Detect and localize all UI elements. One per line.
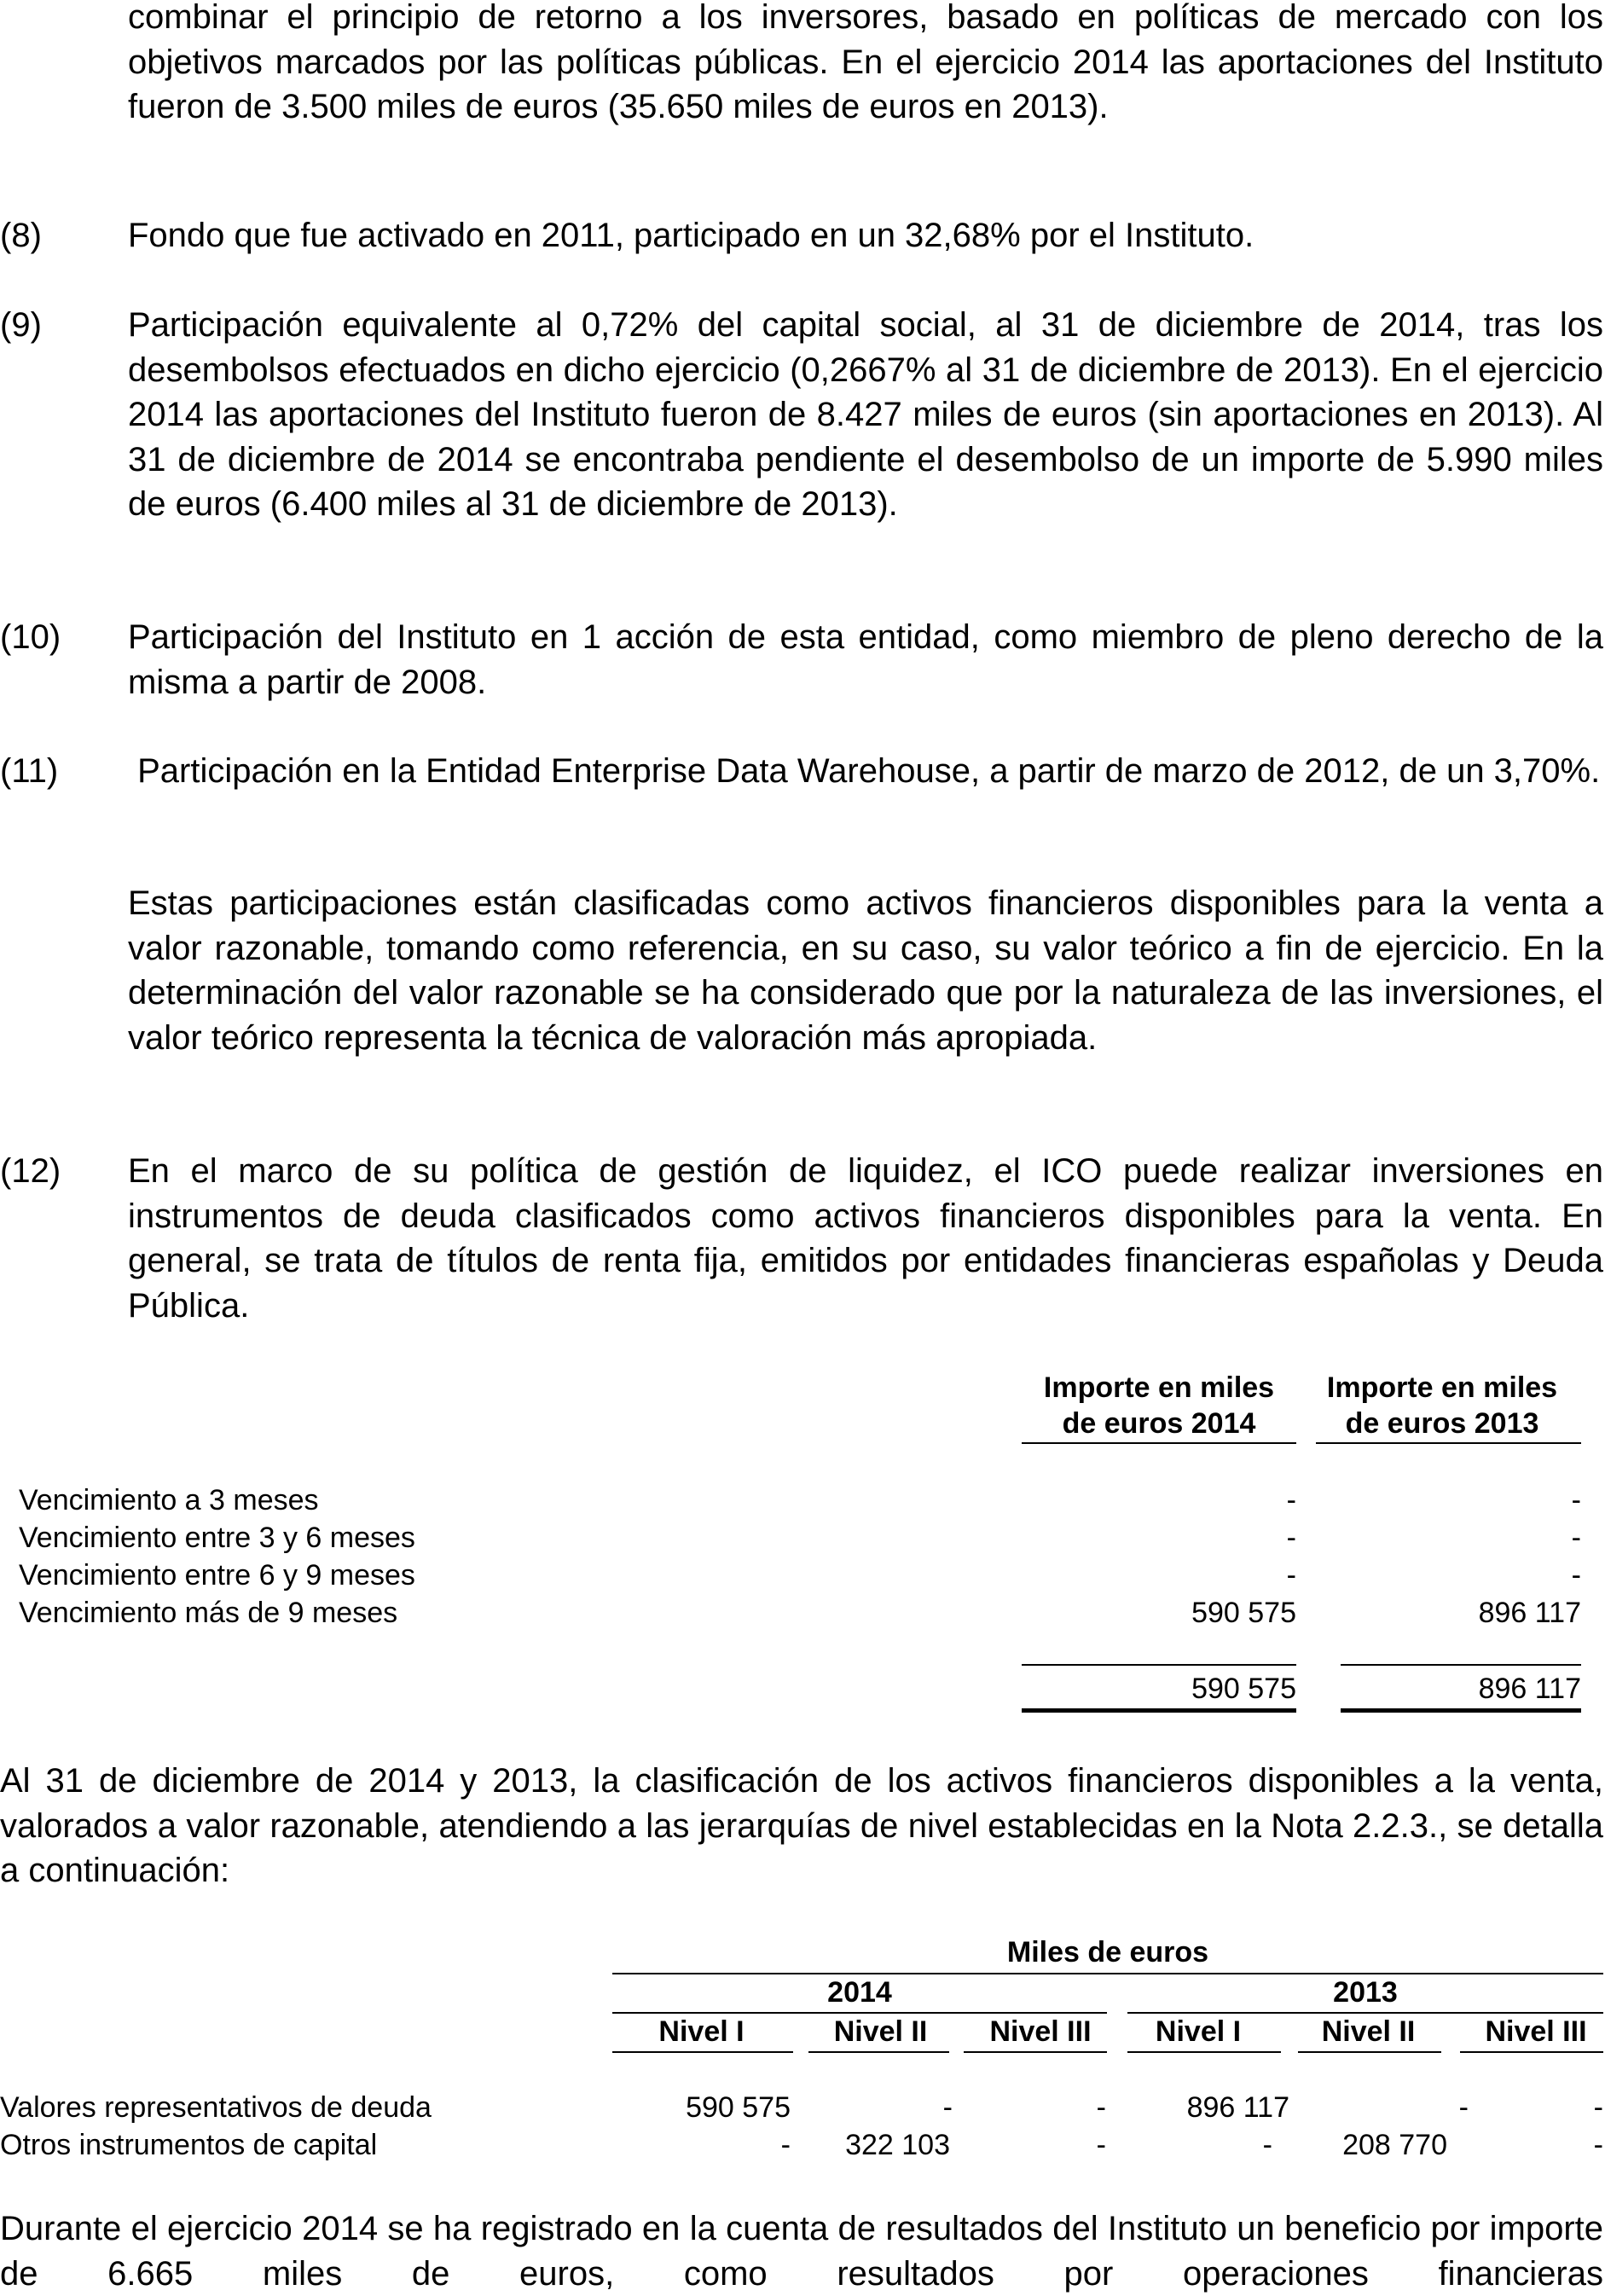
cell-value: 208 770 bbox=[1342, 2129, 1447, 2161]
level-header: Nivel I bbox=[658, 2015, 745, 2048]
cell-value: - bbox=[942, 2091, 953, 2124]
level-underline bbox=[964, 2051, 1107, 2053]
value-2013: - bbox=[1571, 1559, 1581, 1592]
level-underline bbox=[1460, 2051, 1603, 2053]
table-row bbox=[0, 1481, 1605, 1519]
total-2013: 896 117 bbox=[1478, 1673, 1581, 1705]
value-2014: - bbox=[1286, 1522, 1296, 1554]
note-12-text: En el marco de su política de gestión de liquidez, el ICO puede realizar inversiones en instrumentos de deuda clasificados como activos financieros disponibles para la venta. En general, se trata de títulos de renta fija, emitidos por entidades financieras españolas y Deuda Pública. bbox=[128, 1152, 1603, 1325]
value-2013: - bbox=[1571, 1484, 1581, 1516]
note-9-text: Participación equivalente al 0,72% del capital social, al 31 de diciembre de 2014, tras los desembolsos efectuados en dicho ejercicio (0,2667% al 31 de diciembre de 2013). En el ejercicio 2014 las aportaciones del Instituto fueron de 8.427 miles de euros (sin aportaciones en 2013). Al 31 de diciembre de 2014 se encontraba pendiente el desembolso de un importe de 5.990 miles de euros (6.400 miles al 31 de diciembre de 2013). bbox=[128, 306, 1603, 523]
table-row bbox=[0, 1594, 1605, 1632]
note-9-label: (9) bbox=[0, 306, 42, 344]
cell-value: - bbox=[1593, 2129, 1603, 2161]
row-label: Valores representativos de deuda bbox=[0, 2091, 432, 2124]
level-header: Nivel II bbox=[1321, 2015, 1416, 2048]
level-header: Nivel I bbox=[1155, 2015, 1242, 2048]
cell-value: - bbox=[1458, 2091, 1469, 2124]
maturity-col-2013-header bbox=[1303, 1370, 1581, 1441]
note-10-text: Participación del Instituto en 1 acción de esta entidad, como miembro de pleno derecho de la misma a partir de 2008. bbox=[128, 618, 1603, 701]
cell-value: 896 117 bbox=[1186, 2091, 1289, 2124]
note-11-label: (11) bbox=[0, 752, 59, 790]
value-2014: - bbox=[1286, 1559, 1296, 1592]
row-label: Otros instrumentos de capital bbox=[0, 2129, 378, 2161]
level-header: Nivel III bbox=[989, 2015, 1092, 2048]
note-10-label: (10) bbox=[0, 618, 61, 656]
value-2014: 590 575 bbox=[1191, 1597, 1296, 1629]
header-line: de euros 2014 bbox=[1062, 1407, 1256, 1440]
intro-paragraph: combinar el principio de retorno a los inversores, basado en políticas de mercado con los objetivos marcados por las políticas públicas. En el ejercicio 2014 las aportaciones del Instituto fueron de 3.500 miles de euros (35.650 miles de euros en 2013). bbox=[128, 0, 1603, 125]
table-row bbox=[0, 1519, 1605, 1557]
total-double-rule bbox=[1022, 1708, 1296, 1713]
cell-value: 590 575 bbox=[686, 2091, 791, 2124]
total-row bbox=[0, 1670, 1605, 1708]
total-double-rule bbox=[1341, 1708, 1581, 1713]
row-label: Vencimiento a 3 meses bbox=[19, 1484, 319, 1516]
cell-value: - bbox=[1593, 2091, 1603, 2124]
cell-value: - bbox=[1096, 2129, 1106, 2161]
level-underline bbox=[808, 2051, 949, 2053]
total-2014: 590 575 bbox=[1191, 1673, 1296, 1705]
classification-paragraph: Estas participaciones están clasificadas como activos financieros disponibles para la venta a valor razonable, tomando como referencia, en su caso, su valor teórico a fin de ejercicio. En la determinación del valor razonable se ha considerado que por la naturaleza de las inversiones, el valor teórico representa la técnica de valoración más apropiada. bbox=[128, 884, 1603, 1057]
table-row bbox=[0, 1557, 1605, 1594]
cell-value: - bbox=[1096, 2091, 1106, 2124]
header-line: Importe en miles bbox=[1326, 1371, 1558, 1404]
row-label: Vencimiento entre 3 y 6 meses bbox=[19, 1522, 415, 1554]
table-row bbox=[0, 2126, 1605, 2164]
cell-value: - bbox=[1262, 2129, 1272, 2161]
level-header: Nivel II bbox=[833, 2015, 928, 2048]
cell-value: 322 103 bbox=[845, 2129, 950, 2161]
maturity-rows bbox=[0, 1481, 1605, 1632]
hierarchy-paragraph: Al 31 de diciembre de 2014 y 2013, la clasificación de los activos financieros disponibles a la venta, valorados a valor razonable, atendiendo a las jerarquías de nivel establecidas en la Nota 2.2.3., se detalla a continuación: bbox=[0, 1762, 1603, 1889]
cell-value: - bbox=[780, 2129, 791, 2161]
note-11-text: Participación en la Entidad Enterprise Data Warehouse, a partir de marzo de 2012, de un 3,70%. bbox=[128, 752, 1601, 790]
value-2014: - bbox=[1286, 1484, 1296, 1516]
level-underline bbox=[1298, 2051, 1441, 2053]
hierarchy-rows bbox=[0, 2089, 1605, 2164]
hierarchy-title: Miles de euros bbox=[1006, 1936, 1209, 1968]
level-header: Nivel III bbox=[1485, 2015, 1587, 2048]
header-line: Importe en miles bbox=[1043, 1371, 1275, 1404]
total-rule bbox=[1341, 1664, 1581, 1666]
maturity-col-2014-header bbox=[1022, 1370, 1296, 1441]
value-2013: 896 117 bbox=[1478, 1597, 1581, 1629]
level-underline bbox=[612, 2051, 793, 2053]
closing-paragraph: Durante el ejercicio 2014 se ha registrado en la cuenta de resultados del Instituto un beneficio por importe de 6.665 miles de euros, como resultados por operaciones financieras bbox=[0, 2210, 1603, 2293]
total-rule bbox=[1022, 1664, 1296, 1666]
header-line: de euros 2013 bbox=[1345, 1407, 1539, 1440]
note-8-label: (8) bbox=[0, 217, 42, 254]
row-label: Vencimiento más de 9 meses bbox=[19, 1597, 398, 1629]
note-8-text: Fondo que fue activado en 2011, participado en un 32,68% por el Instituto. bbox=[128, 217, 1254, 254]
year-2013-header: 2013 bbox=[1333, 1976, 1398, 2009]
value-2013: - bbox=[1571, 1522, 1581, 1554]
year-2014-header: 2014 bbox=[827, 1976, 892, 2009]
row-label: Vencimiento entre 6 y 9 meses bbox=[19, 1559, 415, 1592]
header-underline bbox=[1316, 1442, 1581, 1444]
level-underline bbox=[1127, 2051, 1281, 2053]
table-row bbox=[0, 2089, 1605, 2126]
header-underline bbox=[1022, 1442, 1296, 1444]
note-12-label: (12) bbox=[0, 1152, 61, 1190]
